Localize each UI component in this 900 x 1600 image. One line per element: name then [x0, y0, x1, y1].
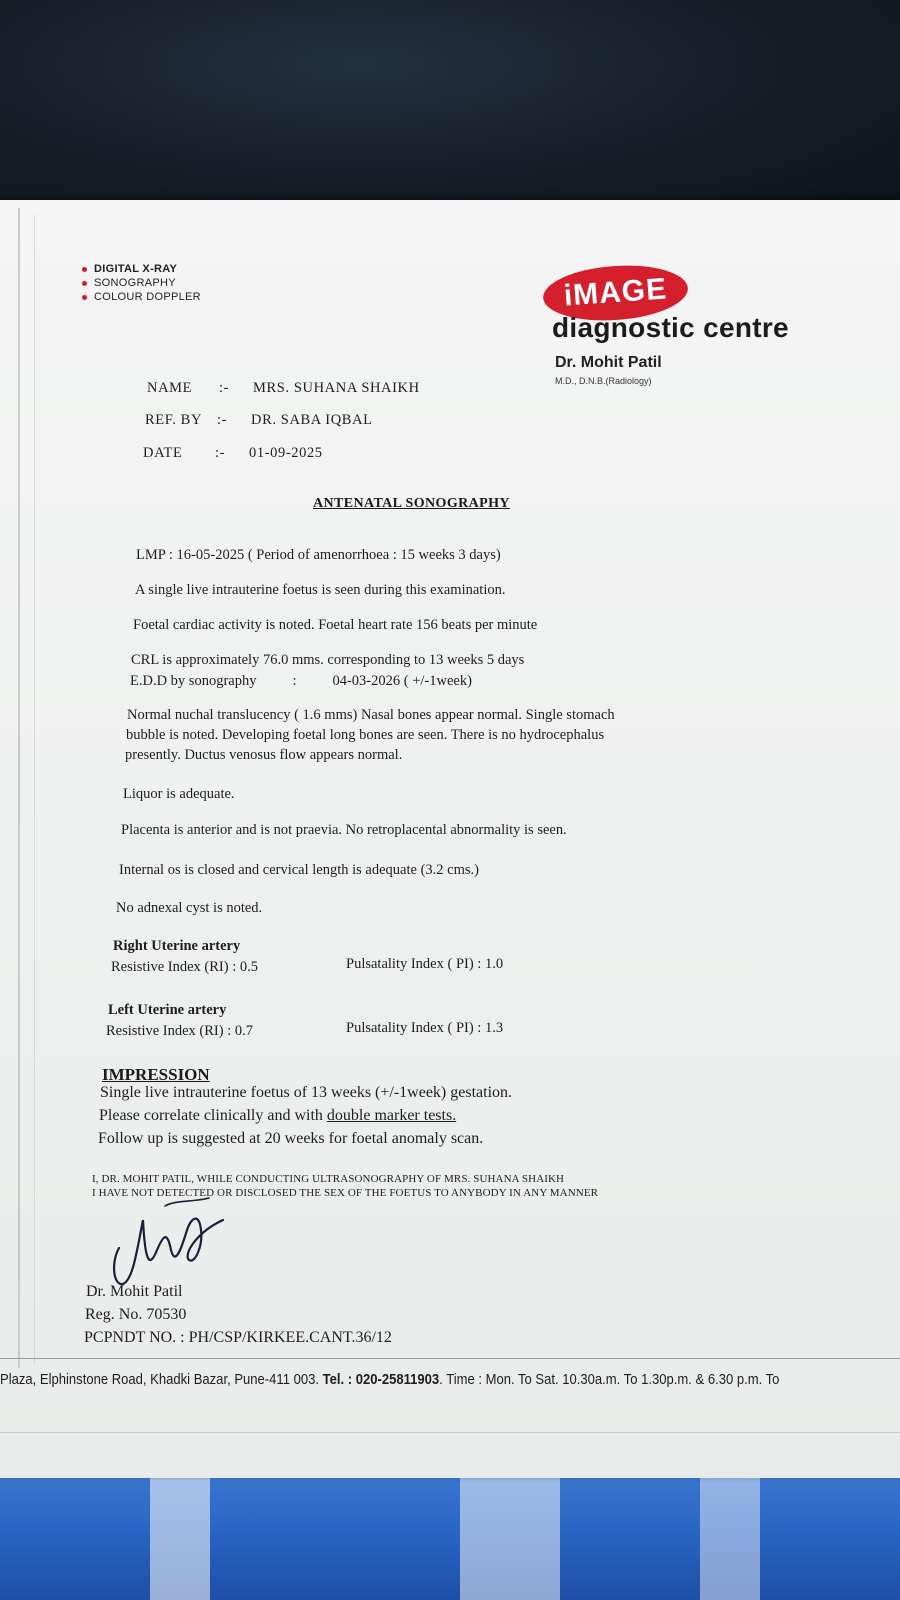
footer-address: Plaza, Elphinstone Road, Khadki Bazar, Pune-411 003. Tel. : 020-25811903. Time : Mon. To Sat. 10.30a.m. To 1.30p.m. & 6.30 p.m. To [0, 1372, 780, 1388]
crl-line: CRL is approximately 76.0 mms. corresponding to 13 weeks 5 days [131, 652, 525, 668]
signatory-reg: Reg. No. 70530 [85, 1306, 187, 1323]
background-fabric-bottom [0, 1470, 900, 1600]
report-title: ANTENATAL SONOGRAPHY [313, 496, 510, 511]
ref-by-value: DR. SABA IQBAL [251, 412, 373, 428]
finding-line: Foetal cardiac activity is noted. Foetal heart rate 156 beats per minute [133, 617, 538, 633]
impression-heading: IMPRESSION [102, 1065, 210, 1084]
declaration-line: I HAVE NOT DETECTED OR DISCLOSED THE SEX OF THE FOETUS TO ANYBODY IN ANY MANNER [92, 1187, 599, 1199]
ref-by-row: REF. BY :- DR. SABA IQBAL [145, 412, 373, 428]
signatory-name: Dr. Mohit Patil [86, 1283, 183, 1300]
bullet-icon [82, 295, 87, 300]
signatory-pcpndt: PCPNDT NO. : PH/CSP/KIRKEE.CANT.36/12 [84, 1329, 392, 1346]
header-doctor-qualification: M.D., D.N.B.(Radiology) [555, 376, 652, 386]
left-artery-ri: Resistive Index (RI) : 0.7 [106, 1023, 253, 1039]
right-artery-pi: Pulsatality Index ( PI) : 1.0 [346, 956, 504, 972]
service-item: COLOUR DOPPLER [82, 290, 201, 304]
left-artery-pi: Pulsatality Index ( PI) : 1.3 [346, 1020, 504, 1036]
patient-name: MRS. SUHANA SHAIKH [253, 380, 420, 396]
finding-line: Normal nuchal translucency ( 1.6 mms) Nasal bones appear normal. Single stomach [127, 707, 615, 723]
finding-line: bubble is noted. Developing foetal long bones are seen. There is no hydrocephalus [126, 727, 605, 743]
signature-mark [105, 1190, 245, 1290]
edd-line: E.D.D by sonography : 04-03-2026 ( +/-1week) [130, 673, 472, 689]
right-artery-ri: Resistive Index (RI) : 0.5 [111, 959, 258, 975]
bullet-icon [82, 267, 87, 272]
finding-line: Internal os is closed and cervical length is adequate (3.2 cms.) [119, 862, 479, 878]
finding-line: No adnexal cyst is noted. [116, 900, 263, 916]
centre-name: diagnostic centre [552, 312, 789, 343]
finding-line: A single live intrauterine foetus is seen during this examination. [135, 582, 506, 598]
impression-line: Please correlate clinically and with double marker tests. [99, 1107, 457, 1124]
header-doctor-name: Dr. Mohit Patil [555, 354, 662, 371]
services-list [82, 262, 201, 304]
date-label: DATE [143, 445, 183, 461]
declaration-line: I, DR. MOHIT PATIL, WHILE CONDUCTING ULTRASONOGRAPHY OF MRS. SUHANA SHAIKH [92, 1173, 565, 1185]
footer-tel: Tel. : 020-25811903 [322, 1372, 440, 1388]
patient-name-row: NAME :- MRS. SUHANA SHAIKH [147, 380, 420, 396]
left-artery-heading: Left Uterine artery [108, 1002, 227, 1018]
finding-line: presently. Ductus venosus flow appears normal. [125, 747, 403, 763]
impression-line: Single live intrauterine foetus of 13 weeks (+/-1week) gestation. [100, 1084, 513, 1101]
service-item: SONOGRAPHY [82, 276, 201, 290]
image-logo: iMAGE [541, 261, 689, 325]
bullet-icon [82, 281, 87, 286]
footer-bottom-divider [0, 1432, 900, 1433]
finding-line: Liquor is adequate. [123, 786, 235, 802]
report-date: 01-09-2025 [249, 445, 323, 461]
paper-fold-edge [18, 208, 20, 1368]
edd-label: E.D.D by sonography [130, 673, 257, 689]
ref-by-label: REF. BY [145, 412, 203, 428]
edd-value: 04-03-2026 ( +/-1week) [332, 673, 472, 689]
background-fabric-top [0, 0, 900, 215]
impression-line: Follow up is suggested at 20 weeks for foetal anomaly scan. [98, 1130, 484, 1147]
date-row: DATE :- 01-09-2025 [143, 445, 323, 461]
service-item: DIGITAL X-RAY [82, 262, 201, 276]
finding-line: Placenta is anterior and is not praevia. No retroplacental abnormality is seen. [121, 822, 567, 838]
patient-name-label: NAME [147, 380, 193, 396]
paper-fold-edge-inner [34, 215, 35, 1365]
lmp-line: LMP : 16-05-2025 ( Period of amenorrhoea : 15 weeks 3 days) [136, 547, 501, 563]
footer-divider [0, 1358, 900, 1359]
right-artery-heading: Right Uterine artery [113, 938, 241, 954]
double-marker-tests: double marker tests. [326, 1107, 457, 1124]
